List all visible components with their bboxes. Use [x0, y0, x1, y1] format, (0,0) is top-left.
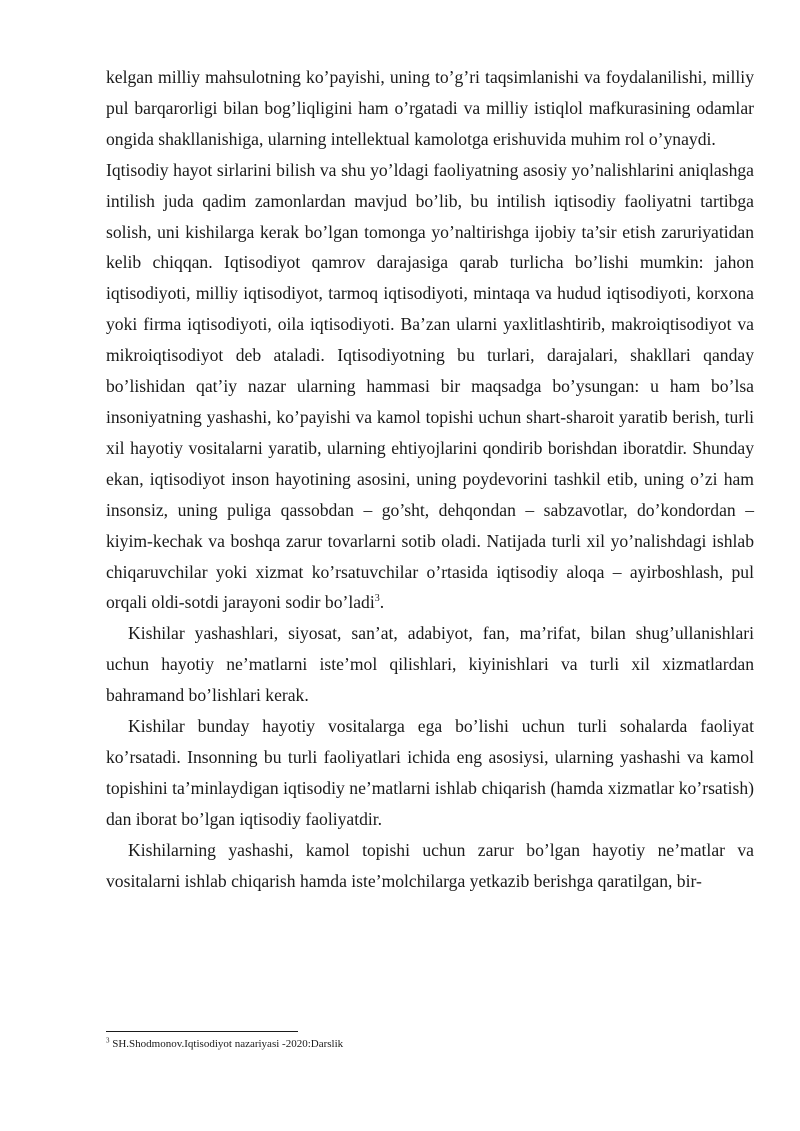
paragraph-activities: Kishilar bunday hayotiy vositalarga ega bo’lishi uchun turli sohalarda faoliyat ko’rsatadi. Insonning bu turli faoliyatlari ichida eng asosiysi, ularning yashashi va kamol topishini ta’minlaydigan iqtisodiy ne’matlarni ishlab chiqarish (hamda xizmatlar ko’rsatish) dan iborat bo’lgan iqtisodiy faoliyatdir.: [106, 716, 754, 829]
paragraph-tail: .: [379, 592, 385, 613]
footnote-marker: 3: [106, 1036, 110, 1045]
paragraph-production: Kishilarning yashashi, kamol topishi uchun zarur bo’lgan hayotiy ne’matlar va vositalarni ishlab chiqarish hamda iste’molchilarga yetkazib berishga qaratilgan, bir-: [106, 839, 754, 891]
footnote-text: SH.Shodmonov.Iqtisodiyot nazariyasi -2020:Darslik: [112, 1038, 344, 1050]
paragraph-text: Iqtisodiy hayot sirlarini bilish va shu yo’ldagi faoliyatning asosiy yo’nalishlarini aniqlashga intilish juda qadim zamonlardan mavjud bo’lib, bu intilish iqtisodiy faoliyatni tartibga solish, uni kishilarga kerak bo’lgan tomonga yo’naltirishga ijobiy ta’sir etish zaruriyatidan kelib chiqqan. Iqtisodiyot qamrov darajasiga qarab turlicha bo’lishi mumkin: jahon iqtisodiyoti, milliy iqtisodiyot, tarmoq iqtisodiyoti, mintaqa va hudud iqtisodiyoti, korxona yoki firma iqtisodiyoti, oila iqtisodiyoti. Ba’zan ularni yaxlitlashtirib, makroiqtisodiyot va mikroiqtisodiyot deb ataladi. Iqtisodiyotning bu turlari, darajalari, shakllari qanday bo’lishidan qat’iy nazar ularning hammasi bir maqsadga bo’ysungan: u ham bo’lsa insoniyatning yashashi, ko’payishi va kamol topishi uchun shart-sharoit yaratib berish, turli xil hayotiy vositalarni yaratib, ularning ehtiyojlarini qondirib borishdan iboratdir. Shunday ekan, iqtisodiyot inson hayotining asosini, uning poydevorini tashkil etib, uning o’zi ham insonsiz, uning puliga qassobdan – go’sht, dehqondan – sabzavotlar, do’kondordan – kiyim-kechak va boshqa zarur tovarlarni sotib oladi. Natijada turli xil yo’nalishdagi ishlab chiqaruvchilar yoki xizmat ko’rsatuvchilar o’rtasida iqtisodiy aloqa – ayirboshlash, pul orqali oldi-sotdi jarayoni sodir bo’ladi: [106, 159, 754, 613]
footnote-reference[interactable]: 3: [374, 593, 380, 605]
paragraph-economy-levels: [106, 155, 754, 619]
footnote-divider: [106, 1031, 298, 1032]
paragraph-continuation: kelgan milliy mahsulotning ko’payishi, uning to’g’ri taqsimlanishi va foydalanilishi, milliy pul barqarorligi bilan bog’liqligini ham o’rgatadi va milliy istiqlol mafkurasining odamlar ongida shakllanishiga, ularning intellektual kamolotga erishuvida muhim rol o’ynaydi.: [106, 67, 754, 149]
page-body: [106, 62, 754, 896]
paragraph-human-needs: Kishilar yashashlari, siyosat, san’at, adabiyot, fan, ma’rifat, bilan shug’ullanishlari uchun hayotiy ne’matlarni iste’mol qilishlari, kiyinishlari va turli xil xizmatlardan bahramand bo’lishlari kerak.: [106, 623, 754, 706]
footnote: [106, 1037, 754, 1051]
